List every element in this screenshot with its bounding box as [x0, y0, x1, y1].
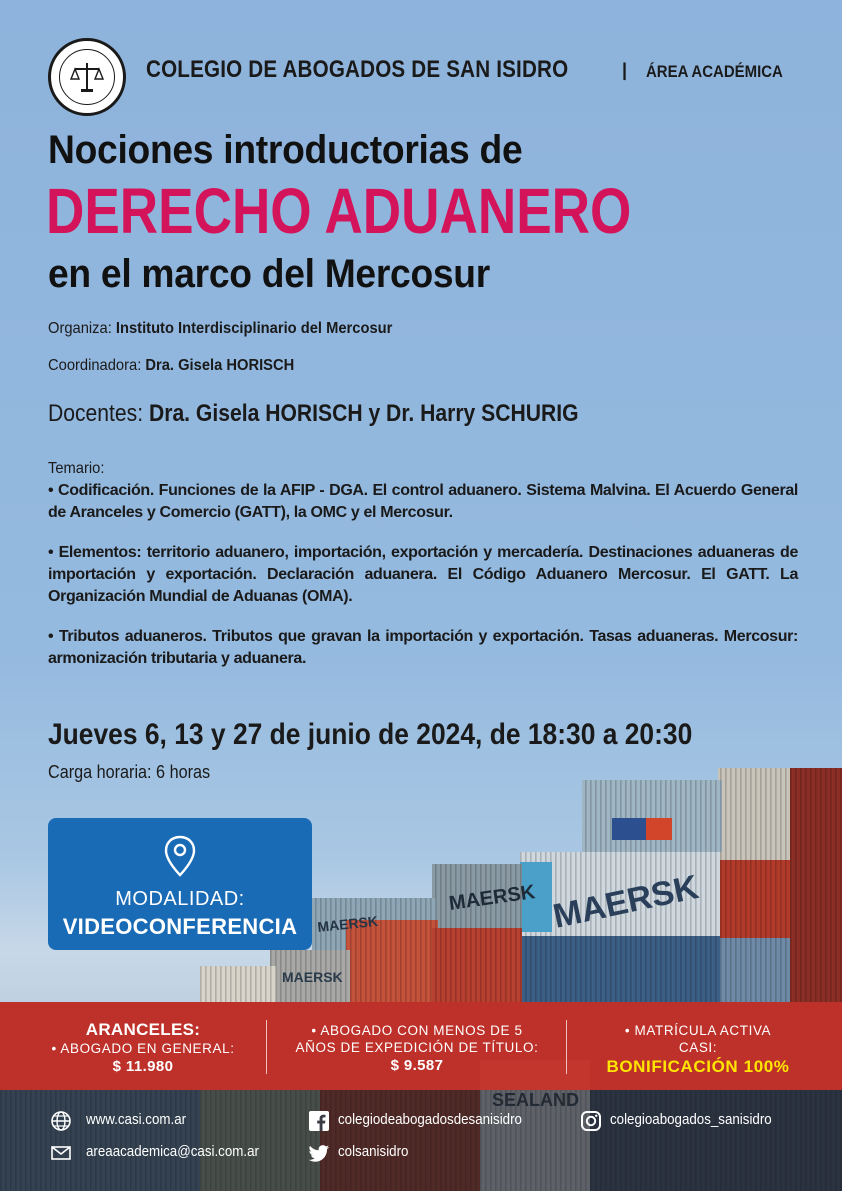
temario	[48, 458, 798, 688]
arancel-joven	[276, 1002, 558, 1090]
arancel-joven-label-1: • ABOGADO CON MENOS DE 5	[311, 1023, 523, 1038]
email-link[interactable]: areaacademica@casi.com.ar	[86, 1144, 259, 1160]
docentes-label: Docentes:	[48, 400, 149, 427]
maersk-label-small: MAERSK	[316, 912, 379, 935]
maersk-label-left: MAERSK	[282, 969, 343, 985]
arancel-casi-label-2: CASI:	[678, 1040, 718, 1055]
title-line-2: DERECHO ADUANERO	[46, 175, 632, 247]
arancel-joven-price: $ 9.587	[390, 1057, 444, 1074]
aranceles-title: ARANCELES:	[85, 1020, 201, 1039]
coordinadora-label: Coordinadora:	[48, 357, 146, 374]
facebook-link[interactable]: colegiodeabogadosdesanisidro	[338, 1112, 522, 1128]
aranceles-band	[0, 1002, 842, 1090]
arancel-casi-label-1: • MATRÍCULA ACTIVA	[624, 1023, 772, 1038]
schedule-hours: Carga horaria: 6 horas	[48, 762, 211, 782]
docentes-line	[48, 400, 579, 428]
header	[48, 38, 798, 102]
area-academica: ÁREA ACADÉMICA	[646, 62, 783, 81]
modalidad-label: MODALIDAD:	[115, 888, 245, 910]
title-line-3: en el marco del Mercosur	[48, 252, 490, 296]
organiza-label: Organiza:	[48, 320, 116, 337]
modalidad-box	[48, 818, 312, 950]
coordinadora-value: Dra. Gisela HORISCH	[145, 357, 295, 374]
organization-name: COLEGIO DE ABOGADOS DE SAN ISIDRO	[146, 56, 569, 83]
organiza-value: Instituto Interdisciplinario del Mercosur	[115, 320, 393, 337]
temario-item: • Elementos: territorio aduanero, importación, exportación y mercadería. Destinaciones aduaneras de importación y exportación. Declaración aduanera. El Código Aduanero Mercosur. El GATT. La Organización Mundial de Aduanas (OMA).	[48, 544, 798, 605]
arancel-casi-bonus: BONIFICACIÓN 100%	[606, 1057, 790, 1076]
colegio-seal-logo	[48, 38, 126, 116]
organiza-line	[48, 320, 392, 338]
maersk-label-mid: MAERSK	[447, 881, 537, 915]
facebook-icon	[308, 1110, 330, 1132]
twitter-icon	[308, 1142, 330, 1164]
divider	[266, 1020, 267, 1074]
header-separator: |	[622, 60, 628, 80]
footer-contacts	[0, 1090, 842, 1191]
temario-item: • Codificación. Funciones de la AFIP - DGA. El control aduanero. Sistema Malvina. El Acuerdo General de Aranceles y Comercio (GATT), la OMC y el Mercosur.	[48, 482, 798, 521]
schedule-date: Jueves 6, 13 y 27 de junio de 2024, de 18:30 a 20:30	[48, 718, 693, 751]
location-pin-icon	[162, 834, 198, 878]
scales-icon	[51, 41, 123, 113]
instagram-icon	[580, 1110, 602, 1132]
instagram-link[interactable]: colegioabogados_sanisidro	[610, 1112, 772, 1128]
divider	[566, 1020, 567, 1074]
arancel-general-label: • ABOGADO EN GENERAL:	[51, 1041, 235, 1056]
coordinadora-line	[48, 357, 294, 375]
mail-icon	[50, 1142, 72, 1164]
docentes-value: Dra. Gisela HORISCH y Dr. Harry SCHURIG	[148, 400, 579, 427]
title-line-1: Nociones introductorias de	[48, 128, 523, 172]
container-stack-right	[718, 768, 842, 1002]
modalidad-value: VIDEOCONFERENCIA	[62, 914, 298, 939]
arancel-casi	[578, 1002, 818, 1090]
twitter-link[interactable]: colsanisidro	[338, 1144, 409, 1160]
arancel-joven-label-2: AÑOS DE EXPEDICIÓN DE TÍTULO:	[295, 1040, 539, 1055]
website-link[interactable]: www.casi.com.ar	[86, 1112, 187, 1128]
arancel-general	[30, 1002, 256, 1090]
maersk-label-large: MAERSK	[549, 868, 702, 936]
temario-item: • Tributos aduaneros. Tributos que gravan la importación y exportación. Tasas aduaneras. Mercosur: armonización tributaria y aduanera.	[48, 628, 798, 667]
temario-label: Temario:	[48, 460, 105, 477]
globe-icon	[50, 1110, 72, 1132]
arancel-general-price: $ 11.980	[112, 1058, 174, 1075]
